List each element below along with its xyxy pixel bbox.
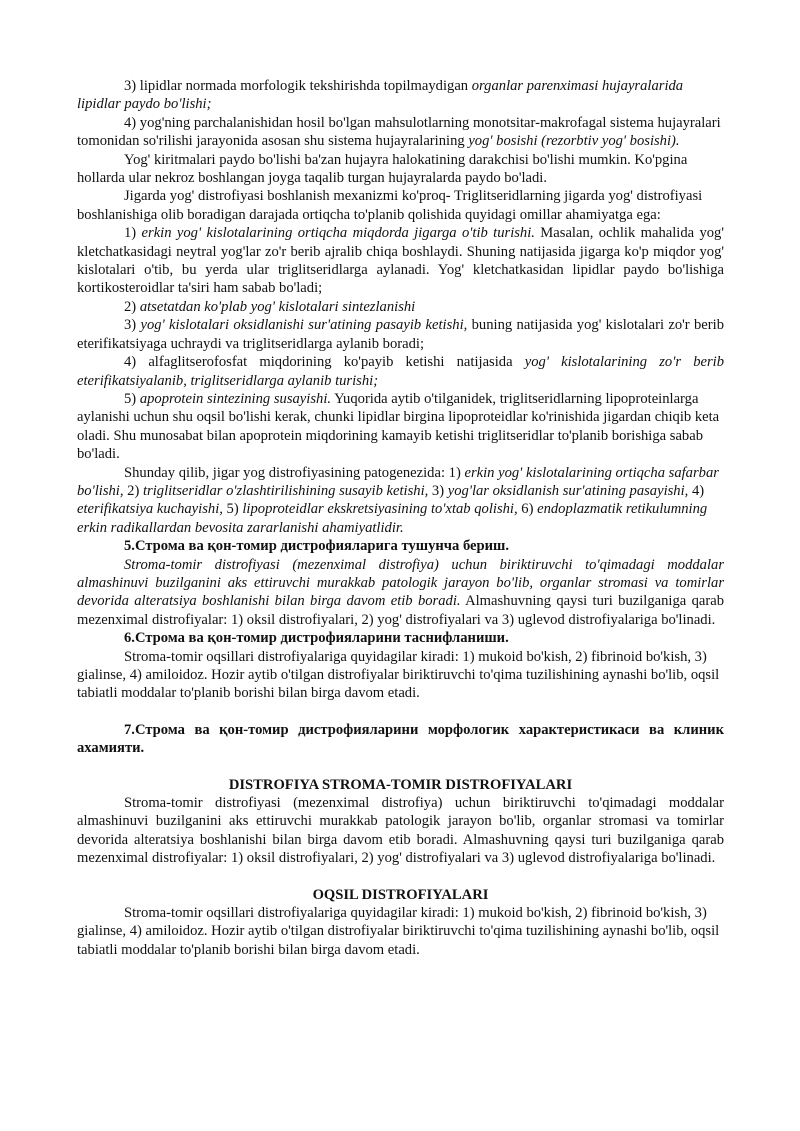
text: 3)	[428, 482, 448, 499]
paragraph-item-3	[77, 77, 724, 114]
paragraph-fat-inclusions: Yog' kiritmalari paydo bo'lishi ba'zan hujayra halokatining darakchisi bo'lishi mumkin. Ko'pgina hollarda ular nekroz boshlangan joyga taqalib turgan hujayralarda paydo bo'ladi.	[77, 151, 688, 187]
text: 1)	[124, 225, 142, 242]
paragraph-liver-mechanism: Jigarda yog' distrofiyasi boshlanish mexanizmi ko'proq- Triglitseridlarning jigarda yog' distrofiyasi boshlanishiga olib boradigan darajada ortiqcha to'planib qolishida quyidagi omillar ahamiyatga ega:	[77, 188, 703, 223]
section-title-protein: OQSIL DISTROFIYALARI	[312, 886, 489, 903]
paragraph-factor-3	[77, 316, 724, 353]
text: 2)	[124, 298, 140, 315]
paragraph-factor-1	[77, 224, 724, 298]
italic-text: yog' kislotalarining zo'r berib eterifikatsiyalanib, triglitseridlarga aylanib turishi;	[77, 354, 725, 389]
text: Masalan, ochlik mahalida yog' kletchatkasidagi neytral yog'lar zo'r berib ajralib chiqa boshlaydi. Shuning natijasida jigarga ko'p miqdor yog' kislotalari o'tib, bu yerda ular triglitseridlarga aylanadi. Yog' kletchatkasidan lipidlar paydo bo'lishiga kortikosteroidlar ta'siri ham sabab bo'ladi;	[77, 225, 724, 297]
spacer	[77, 758, 724, 776]
text: Almashuvning qaysi turi buzilganiga qarab mezenximal distrofiyalar: 1) oksil distrofiyalari, 2) yog' distrofiyalari va 3) uglevod distrofiyalariga bo'linadi.	[77, 593, 724, 628]
section-heading-5: 5.Строма ва қон-томир дистрофияларига тушунча бериш.	[124, 538, 510, 555]
paragraph-item-4	[77, 114, 724, 151]
italic-text: erkin yog' kislotalarining ortiqcha safarbar bo'lishi,	[77, 464, 719, 499]
italic-text: atsetatdan ko'plab yog' kislotalari sintezlanishi	[139, 298, 416, 315]
italic-text: triglitseridlar o'zlashtirilishining susayib ketishi,	[142, 482, 429, 499]
text: Yuqorida aytib o'tilganidek, triglitseridlarning lipoproteinlarga aylanishi uchun shu oqsil bo'lishi kerak, chunki lipidlar birgina lipoproteidlar ko'rinishida jigardan chiqib keta oladi. Shu munosabat bilan apoprotein miqdorining kamayib ketishi triglitseridlar to'planib borishiga sabab bo'ladi.	[77, 390, 720, 463]
document-page	[77, 77, 724, 959]
section-title-stroma-vascular: DISTROFIYA STROMA-TOMIR DISTROFIYALARI	[228, 776, 573, 793]
italic-text: organlar parenximasi hujayralarida lipidlar paydo bo'lishi;	[77, 78, 684, 113]
paragraph-factor-2	[77, 298, 724, 316]
spacer	[77, 868, 724, 886]
italic-text: eterifikatsiya kuchayishi,	[77, 501, 223, 518]
italic-text: apoprotein sintezining susayishi.	[139, 390, 332, 407]
paragraph-stroma-definition-2: Stroma-tomir distrofiyasi (mezenximal distrofiya) uchun biriktiruvchi to'qimadagi moddalar almashinuvi buzilganini aks ettiruvchi murakkab patologik jarayon bo'lib, organlar stromasi va tomirlar devorida alteratsiya boshlanishi bilan birga davom etib boradi. Almashuvning qaysi turi buzilganiga qarab mezenximal distrofiyalar: 1) oksil distrofiyalari, 2) yog' distrofiyalari va 3) uglevod distrofiyalariga bo'linadi.	[77, 795, 724, 867]
italic-text: endoplazmatik retikulumning erkin radikallardan bevosita zararlanishi ahamiyatlidir.	[77, 501, 708, 536]
italic-text: yog' kislotalari oksidlanishi sur'atining pasayib ketishi,	[140, 317, 468, 334]
text: 4) yog'ning parchalanishidan hosil bo'lgan mahsulotlarning monotsitar-makrofagal sistema hujayralari tomonidan so'rilishi jarayonida asosan shu sistema hujayralarining	[77, 114, 721, 150]
text: 3)	[124, 317, 141, 334]
paragraph-factor-4	[77, 353, 724, 390]
text: 5)	[222, 501, 243, 518]
italic-text: yog' bosishi (rezorbtiv yog' bosishi).	[468, 133, 680, 150]
text: 5)	[124, 390, 140, 407]
paragraph-pathogenesis-summary	[77, 464, 724, 538]
text: 3) lipidlar normada morfologik tekshirishda topilmaydigan	[124, 78, 472, 94]
section-heading-7: 7.Строма ва қон-томир дистрофияларини морфологик характеристикаси ва клиник ахамияти.	[77, 721, 724, 757]
paragraph-stroma-definition	[77, 556, 724, 630]
text: 4) alfaglitserofosfat miqdorining ko'payib ketishi natijasida	[124, 354, 525, 371]
text: 2)	[123, 482, 143, 499]
text: 6)	[517, 501, 538, 518]
italic-text: yog'lar oksidlanish sur'atining pasayishi,	[447, 482, 689, 499]
italic-text: erkin yog' kislotalarining ortiqcha miqdorda jigarga o'tib turishi.	[141, 225, 535, 242]
text: buning natijasida yog' kislotalari zo'r berib eterifikatsiyaga uchraydi va triglitseridlarga aylanib boradi;	[77, 317, 724, 352]
text: 4)	[688, 482, 705, 499]
italic-text: lipoproteidlar ekskretsiyasining to'xtab qolishi,	[242, 501, 518, 518]
italic-text: Stroma-tomir distrofiyasi (mezenximal distrofiya) uchun biriktiruvchi to'qimadagi moddalar almashinuvi buzilganini aks ettiruvchi murakkab patologik jarayon bo'lib, organlar stromasi va tomirlar devorida alteratsiya boshlanishi bilan birga davom etib boradi.	[77, 556, 724, 610]
spacer	[77, 703, 724, 721]
paragraph-factor-5	[77, 390, 724, 464]
paragraph-protein-dystrophies-2: Stroma-tomir oqsillari distrofiyalariga quyidagilar kiradi: 1) mukoid bo'kish, 2) fibrinoid bo'kish, 3) gialinse, 4) amiloidoz. Hozir aytib o'tilgan distrofiyalar biriktiruvchi to'qima tuzilishining aynashi bo'lib, oqsil tabiatli moddalar to'planib borishi bilan birga davom etadi.	[77, 905, 720, 958]
paragraph-protein-dystrophies: Stroma-tomir oqsillari distrofiyalariga quyidagilar kiradi: 1) mukoid bo'kish, 2) fibrinoid bo'kish, 3) gialinse, 4) amiloidoz. Hozir aytib o'tilgan distrofiyalar biriktiruvchi to'qima tuzilishining aynashi bo'lib, oqsil tabiatli moddalar to'planib borishi bilan birga davom etadi.	[77, 648, 720, 702]
section-heading-6: 6.Строма ва қон-томир дистрофияларини таснифланиши.	[124, 630, 509, 647]
text: Shunday qilib, jigar yog distrofiyasining patogenezida: 1)	[124, 464, 465, 481]
